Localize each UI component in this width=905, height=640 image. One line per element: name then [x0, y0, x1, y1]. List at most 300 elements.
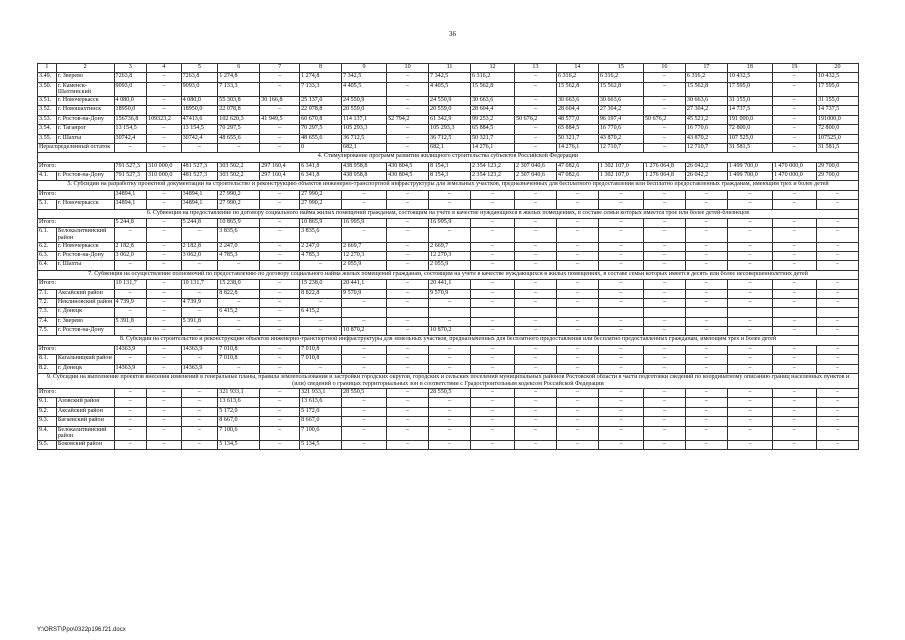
- value-cell: 2 055,9: [342, 261, 387, 270]
- value-cell: –: [470, 200, 514, 209]
- value-cell: [643, 308, 685, 317]
- value-cell: –: [643, 143, 685, 152]
- value-cell: –: [470, 398, 514, 407]
- value-cell: 14363,9: [114, 364, 147, 373]
- value-cell: 5 172,0: [300, 407, 342, 416]
- value-cell: –: [515, 280, 557, 289]
- value-cell: –: [342, 407, 387, 416]
- value-cell: 4 405,5: [342, 82, 387, 96]
- table-row: [38, 298, 859, 307]
- value-cell: 17 595,0: [727, 82, 772, 96]
- value-cell: –: [387, 289, 429, 298]
- table-row: [38, 289, 859, 298]
- value-cell: 34894,1: [114, 190, 147, 199]
- column-number-cell: 3: [114, 64, 147, 73]
- value-cell: –: [816, 200, 858, 209]
- value-cell: 29 700,0: [816, 172, 858, 181]
- value-cell: –: [598, 219, 643, 228]
- value-cell: –: [643, 190, 685, 199]
- value-cell: –: [515, 190, 557, 199]
- value-cell: –: [260, 355, 300, 364]
- value-cell: –: [556, 228, 598, 242]
- column-number-cell: 17: [685, 64, 727, 73]
- value-cell: –: [727, 251, 772, 260]
- value-cell: 5 244,8: [181, 219, 218, 228]
- total-label: Итого:: [38, 190, 115, 199]
- column-number-cell: 5: [181, 64, 218, 73]
- value-cell: 1 276 064,8: [643, 162, 685, 171]
- value-cell: –: [181, 327, 218, 336]
- value-cell: 27 304,2: [598, 106, 643, 115]
- value-cell: –: [515, 96, 557, 105]
- value-cell: –: [643, 251, 685, 260]
- value-cell: –: [470, 317, 514, 326]
- value-cell: 55 303,8: [218, 96, 260, 105]
- row-number: 7.5.: [38, 327, 57, 336]
- value-cell: –: [218, 317, 260, 326]
- value-cell: 14363,9: [181, 345, 218, 354]
- section-title-row: [38, 153, 859, 162]
- column-number-cell: 9: [342, 64, 387, 73]
- value-cell: 1 274,8: [218, 73, 260, 82]
- column-number-cell: 16: [643, 64, 685, 73]
- value-cell: 1 470 000,0: [772, 172, 816, 181]
- value-cell: 14 737,5: [816, 106, 858, 115]
- budget-table: [37, 63, 859, 450]
- value-cell: 27 990,2: [218, 190, 260, 199]
- value-cell: 27 990,2: [218, 200, 260, 209]
- value-cell: –: [685, 280, 727, 289]
- value-cell: 7263,8: [114, 73, 147, 82]
- value-cell: 15 238,0: [300, 280, 342, 289]
- value-cell: 50 676,2: [643, 115, 685, 124]
- value-cell: 31 581,5: [727, 143, 772, 152]
- value-cell: –: [643, 96, 685, 105]
- municipality-name: г. Каменск-Шахтинский: [56, 82, 114, 96]
- value-cell: 5 391,8: [181, 317, 218, 326]
- value-cell: –: [181, 143, 218, 152]
- table-row: [38, 125, 859, 134]
- value-cell: –: [556, 261, 598, 270]
- value-cell: –: [147, 96, 182, 105]
- value-cell: –: [470, 289, 514, 298]
- value-cell: –: [470, 219, 514, 228]
- value-cell: –: [515, 143, 557, 152]
- value-cell: 36 712,5: [429, 134, 471, 143]
- value-cell: 2 669,7: [342, 242, 387, 251]
- value-cell: –: [147, 280, 182, 289]
- value-cell: 27 304,2: [685, 106, 727, 115]
- value-cell: –: [147, 251, 182, 260]
- value-cell: –: [598, 407, 643, 416]
- value-cell: –: [515, 134, 557, 143]
- value-cell: –: [470, 407, 514, 416]
- value-cell: –: [147, 440, 182, 449]
- value-cell: –: [515, 219, 557, 228]
- value-cell: 47 082,6: [556, 162, 598, 171]
- value-cell: 6 316,2: [556, 73, 598, 82]
- value-cell: –: [556, 219, 598, 228]
- value-cell: –: [342, 364, 387, 373]
- value-cell: –: [387, 426, 429, 440]
- value-cell: –: [260, 143, 300, 152]
- value-cell: –: [685, 242, 727, 251]
- value-cell: –: [147, 106, 182, 115]
- value-cell: –: [556, 327, 598, 336]
- value-cell: 18950,0: [114, 106, 147, 115]
- value-cell: –: [429, 228, 471, 242]
- value-cell: 34894,1: [181, 200, 218, 209]
- value-cell: 3 062,0: [181, 251, 218, 260]
- value-cell: 4 405,5: [429, 82, 471, 96]
- value-cell: –: [685, 200, 727, 209]
- value-cell: –: [387, 219, 429, 228]
- value-cell: –: [685, 417, 727, 426]
- table-row: [38, 242, 859, 251]
- value-cell: 31 155,0: [727, 96, 772, 105]
- value-cell: –: [387, 398, 429, 407]
- row-number: 6.2.: [38, 242, 57, 251]
- municipality-name: г. Донецк: [56, 308, 114, 317]
- value-cell: 15 562,8: [685, 82, 727, 96]
- value-cell: –: [470, 417, 514, 426]
- value-cell: 6 316,2: [598, 73, 643, 82]
- value-cell: –: [816, 389, 858, 398]
- value-cell: –: [387, 82, 429, 96]
- value-cell: –: [556, 417, 598, 426]
- row-number: 7.2.: [38, 298, 57, 307]
- column-number-cell: 7: [260, 64, 300, 73]
- value-cell: –: [515, 242, 557, 251]
- value-cell: –: [114, 308, 147, 317]
- value-cell: –: [260, 317, 300, 326]
- value-cell: –: [643, 219, 685, 228]
- value-cell: –: [643, 389, 685, 398]
- value-cell: –: [387, 190, 429, 199]
- value-cell: 99 253,2: [470, 115, 514, 124]
- value-cell: –: [598, 242, 643, 251]
- value-cell: –: [727, 407, 772, 416]
- value-cell: –: [387, 407, 429, 416]
- municipality-name: г. Зверево: [56, 317, 114, 326]
- value-cell: 3 835,6: [218, 228, 260, 242]
- value-cell: 30 166,8: [260, 96, 300, 105]
- value-cell: –: [260, 82, 300, 96]
- value-cell: –: [147, 261, 182, 270]
- total-label: Итого:: [38, 219, 115, 228]
- value-cell: 10 131,7: [181, 280, 218, 289]
- value-cell: 2 307 040,6: [515, 172, 557, 181]
- table-row: [38, 219, 859, 228]
- value-cell: 14363,9: [181, 364, 218, 373]
- value-cell: 8 154,3: [429, 162, 471, 171]
- value-cell: –: [387, 345, 429, 354]
- value-cell: –: [816, 345, 858, 354]
- value-cell: –: [727, 298, 772, 307]
- value-cell: 5 134,5: [218, 440, 260, 449]
- value-cell: –: [772, 96, 816, 105]
- table-row: [38, 398, 859, 407]
- row-label: Нераспределенный остаток: [38, 143, 115, 152]
- value-cell: –: [342, 426, 387, 440]
- value-cell: –: [218, 261, 260, 270]
- row-number: 9.5.: [38, 440, 57, 449]
- value-cell: –: [515, 327, 557, 336]
- value-cell: –: [598, 364, 643, 373]
- value-cell: 30742,4: [181, 134, 218, 143]
- value-cell: –: [260, 289, 300, 298]
- row-number: 3.53.: [38, 115, 57, 124]
- value-cell: –: [598, 298, 643, 307]
- value-cell: –: [470, 242, 514, 251]
- value-cell: 28 604,4: [556, 106, 598, 115]
- row-number: 8.1.: [38, 355, 57, 364]
- value-cell: 5 172,0: [218, 407, 260, 416]
- value-cell: 24 550,9: [429, 96, 471, 105]
- value-cell: –: [556, 398, 598, 407]
- value-cell: –: [727, 440, 772, 449]
- value-cell: 20 441,1: [429, 280, 471, 289]
- value-cell: –: [643, 242, 685, 251]
- value-cell: 7 133,3: [300, 82, 342, 96]
- value-cell: –: [772, 261, 816, 270]
- municipality-name: г. Зверево: [56, 73, 114, 82]
- value-cell: [598, 308, 643, 317]
- value-cell: –: [147, 345, 182, 354]
- value-cell: [515, 308, 557, 317]
- value-cell: 12 270,3: [342, 251, 387, 260]
- value-cell: –: [772, 125, 816, 134]
- section-title-row: [38, 270, 859, 279]
- value-cell: –: [260, 73, 300, 82]
- value-cell: –: [643, 426, 685, 440]
- table-row: [38, 317, 859, 326]
- value-cell: –: [643, 440, 685, 449]
- value-cell: –: [727, 345, 772, 354]
- value-cell: –: [685, 190, 727, 199]
- value-cell: 7 010,8: [218, 355, 260, 364]
- value-cell: –: [772, 364, 816, 373]
- value-cell: 45 521,2: [685, 115, 727, 124]
- row-number: 3.50.: [38, 82, 57, 96]
- value-cell: 303 502,2: [218, 162, 260, 171]
- value-cell: 28 604,4: [470, 106, 514, 115]
- value-cell: –: [556, 200, 598, 209]
- value-cell: –: [685, 251, 727, 260]
- value-cell: 7 010,8: [300, 345, 342, 354]
- value-cell: 30 663,6: [685, 96, 727, 105]
- value-cell: –: [772, 143, 816, 152]
- value-cell: [470, 308, 514, 317]
- column-number-cell: 2: [56, 64, 114, 73]
- value-cell: 43 870,2: [685, 134, 727, 143]
- value-cell: –: [387, 251, 429, 260]
- value-cell: –: [147, 289, 182, 298]
- value-cell: 17 595,0: [816, 82, 858, 96]
- value-cell: 3 062,0: [114, 251, 147, 260]
- value-cell: 8 154,3: [429, 172, 471, 181]
- value-cell: –: [816, 440, 858, 449]
- value-cell: –: [181, 440, 218, 449]
- value-cell: 791 527,3: [114, 162, 147, 171]
- row-number: 7.4.: [38, 317, 57, 326]
- value-cell: 2 247,0: [218, 242, 260, 251]
- section-title-row: [38, 336, 859, 345]
- value-cell: 10 432,5: [816, 73, 858, 82]
- value-cell: 12 710,7: [598, 143, 643, 152]
- value-cell: 65 884,5: [556, 125, 598, 134]
- value-cell: –: [816, 417, 858, 426]
- column-number-cell: 15: [598, 64, 643, 73]
- value-cell: –: [727, 200, 772, 209]
- value-cell: –: [598, 355, 643, 364]
- value-cell: 114 137,1: [342, 115, 387, 124]
- table-row: [38, 261, 859, 270]
- value-cell: –: [342, 190, 387, 199]
- value-cell: –: [685, 364, 727, 373]
- column-number-cell: 11: [429, 64, 471, 73]
- value-cell: –: [643, 355, 685, 364]
- value-cell: 4 080,0: [181, 96, 218, 105]
- value-cell: –: [643, 364, 685, 373]
- municipality-name: г. Ростов-на-Дону: [56, 172, 114, 181]
- row-number: 9.2.: [38, 407, 57, 416]
- value-cell: 18950,0: [181, 106, 218, 115]
- value-cell: –: [772, 200, 816, 209]
- value-cell: –: [772, 389, 816, 398]
- value-cell: –: [260, 417, 300, 426]
- value-cell: –: [816, 280, 858, 289]
- table-row: [38, 426, 859, 440]
- value-cell: 8 822,8: [218, 289, 260, 298]
- value-cell: 20 441,1: [342, 280, 387, 289]
- value-cell: –: [260, 426, 300, 440]
- value-cell: –: [260, 200, 300, 209]
- value-cell: –: [772, 190, 816, 199]
- value-cell: 31 581,5: [816, 143, 858, 152]
- value-cell: 1 470 000,0: [772, 162, 816, 171]
- value-cell: –: [147, 355, 182, 364]
- table-row: [38, 327, 859, 336]
- value-cell: –: [147, 426, 182, 440]
- value-cell: 50 321,7: [470, 134, 514, 143]
- value-cell: 3 835,6: [300, 228, 342, 242]
- value-cell: 22 078,8: [300, 106, 342, 115]
- value-cell: –: [772, 219, 816, 228]
- value-cell: –: [147, 242, 182, 251]
- value-cell: –: [685, 317, 727, 326]
- row-number: 3.49.: [38, 73, 57, 82]
- value-cell: –: [772, 398, 816, 407]
- municipality-name: Белокалитвинский район: [56, 426, 114, 440]
- value-cell: –: [470, 355, 514, 364]
- value-cell: –: [772, 134, 816, 143]
- value-cell: 10 865,9: [218, 219, 260, 228]
- table-row: [38, 440, 859, 449]
- value-cell: –: [342, 345, 387, 354]
- value-cell: –: [643, 298, 685, 307]
- column-number-row: [38, 64, 859, 73]
- value-cell: 14 276,1: [556, 143, 598, 152]
- section-title-row: [38, 374, 859, 389]
- value-cell: 70 297,5: [300, 125, 342, 134]
- value-cell: –: [643, 106, 685, 115]
- value-cell: –: [429, 426, 471, 440]
- value-cell: –: [727, 327, 772, 336]
- value-cell: 4 080,0: [114, 96, 147, 105]
- value-cell: –: [260, 242, 300, 251]
- row-number: 6.1.: [38, 228, 57, 242]
- value-cell: 1 499 700,0: [727, 172, 772, 181]
- value-cell: 0: [300, 143, 342, 152]
- value-cell: –: [260, 190, 300, 199]
- value-cell: –: [685, 389, 727, 398]
- row-number: 9.4.: [38, 426, 57, 440]
- value-cell: 2 182,8: [114, 242, 147, 251]
- value-cell: –: [643, 134, 685, 143]
- value-cell: –: [685, 298, 727, 307]
- municipality-name: г. Шахты: [56, 261, 114, 270]
- value-cell: –: [515, 73, 557, 82]
- value-cell: –: [643, 417, 685, 426]
- value-cell: 15 562,8: [470, 82, 514, 96]
- value-cell: –: [643, 280, 685, 289]
- value-cell: 7 100,6: [300, 426, 342, 440]
- value-cell: –: [515, 298, 557, 307]
- value-cell: –: [429, 345, 471, 354]
- value-cell: –: [772, 355, 816, 364]
- value-cell: –: [147, 398, 182, 407]
- value-cell: –: [260, 389, 300, 398]
- value-cell: –: [772, 228, 816, 242]
- municipality-name: Азовский район: [56, 398, 114, 407]
- table-row: [38, 345, 859, 354]
- value-cell: –: [556, 242, 598, 251]
- table-row: [38, 364, 859, 373]
- value-cell: –: [816, 398, 858, 407]
- value-cell: 15 238,0: [218, 280, 260, 289]
- value-cell: 2 307 040,6: [515, 162, 557, 171]
- value-cell: 4 785,3: [300, 251, 342, 260]
- value-cell: 8 667,0: [218, 417, 260, 426]
- value-cell: 10 870,2: [429, 327, 471, 336]
- total-label: Итого:: [38, 345, 115, 354]
- value-cell: 5 244,8: [114, 219, 147, 228]
- value-cell: 7 342,5: [342, 73, 387, 82]
- value-cell: 12 710,7: [685, 143, 727, 152]
- value-cell: 20 559,0: [429, 106, 471, 115]
- value-cell: –: [772, 289, 816, 298]
- value-cell: 31 155,0: [816, 96, 858, 105]
- value-cell: –: [147, 298, 182, 307]
- value-cell: –: [598, 228, 643, 242]
- value-cell: –: [772, 417, 816, 426]
- value-cell: –: [147, 364, 182, 373]
- value-cell: 14363,9: [114, 345, 147, 354]
- row-number: 6.3.: [38, 251, 57, 260]
- value-cell: –: [181, 426, 218, 440]
- value-cell: –: [643, 228, 685, 242]
- column-number-cell: 6: [218, 64, 260, 73]
- value-cell: 14 737,5: [727, 106, 772, 115]
- municipality-name: Неклиновский район: [56, 298, 114, 307]
- table-row: [38, 190, 859, 199]
- value-cell: 2 182,8: [181, 242, 218, 251]
- value-cell: –: [147, 143, 182, 152]
- value-cell: 2 055,9: [429, 261, 471, 270]
- table-row: [38, 228, 859, 242]
- value-cell: 107525,0: [816, 134, 858, 143]
